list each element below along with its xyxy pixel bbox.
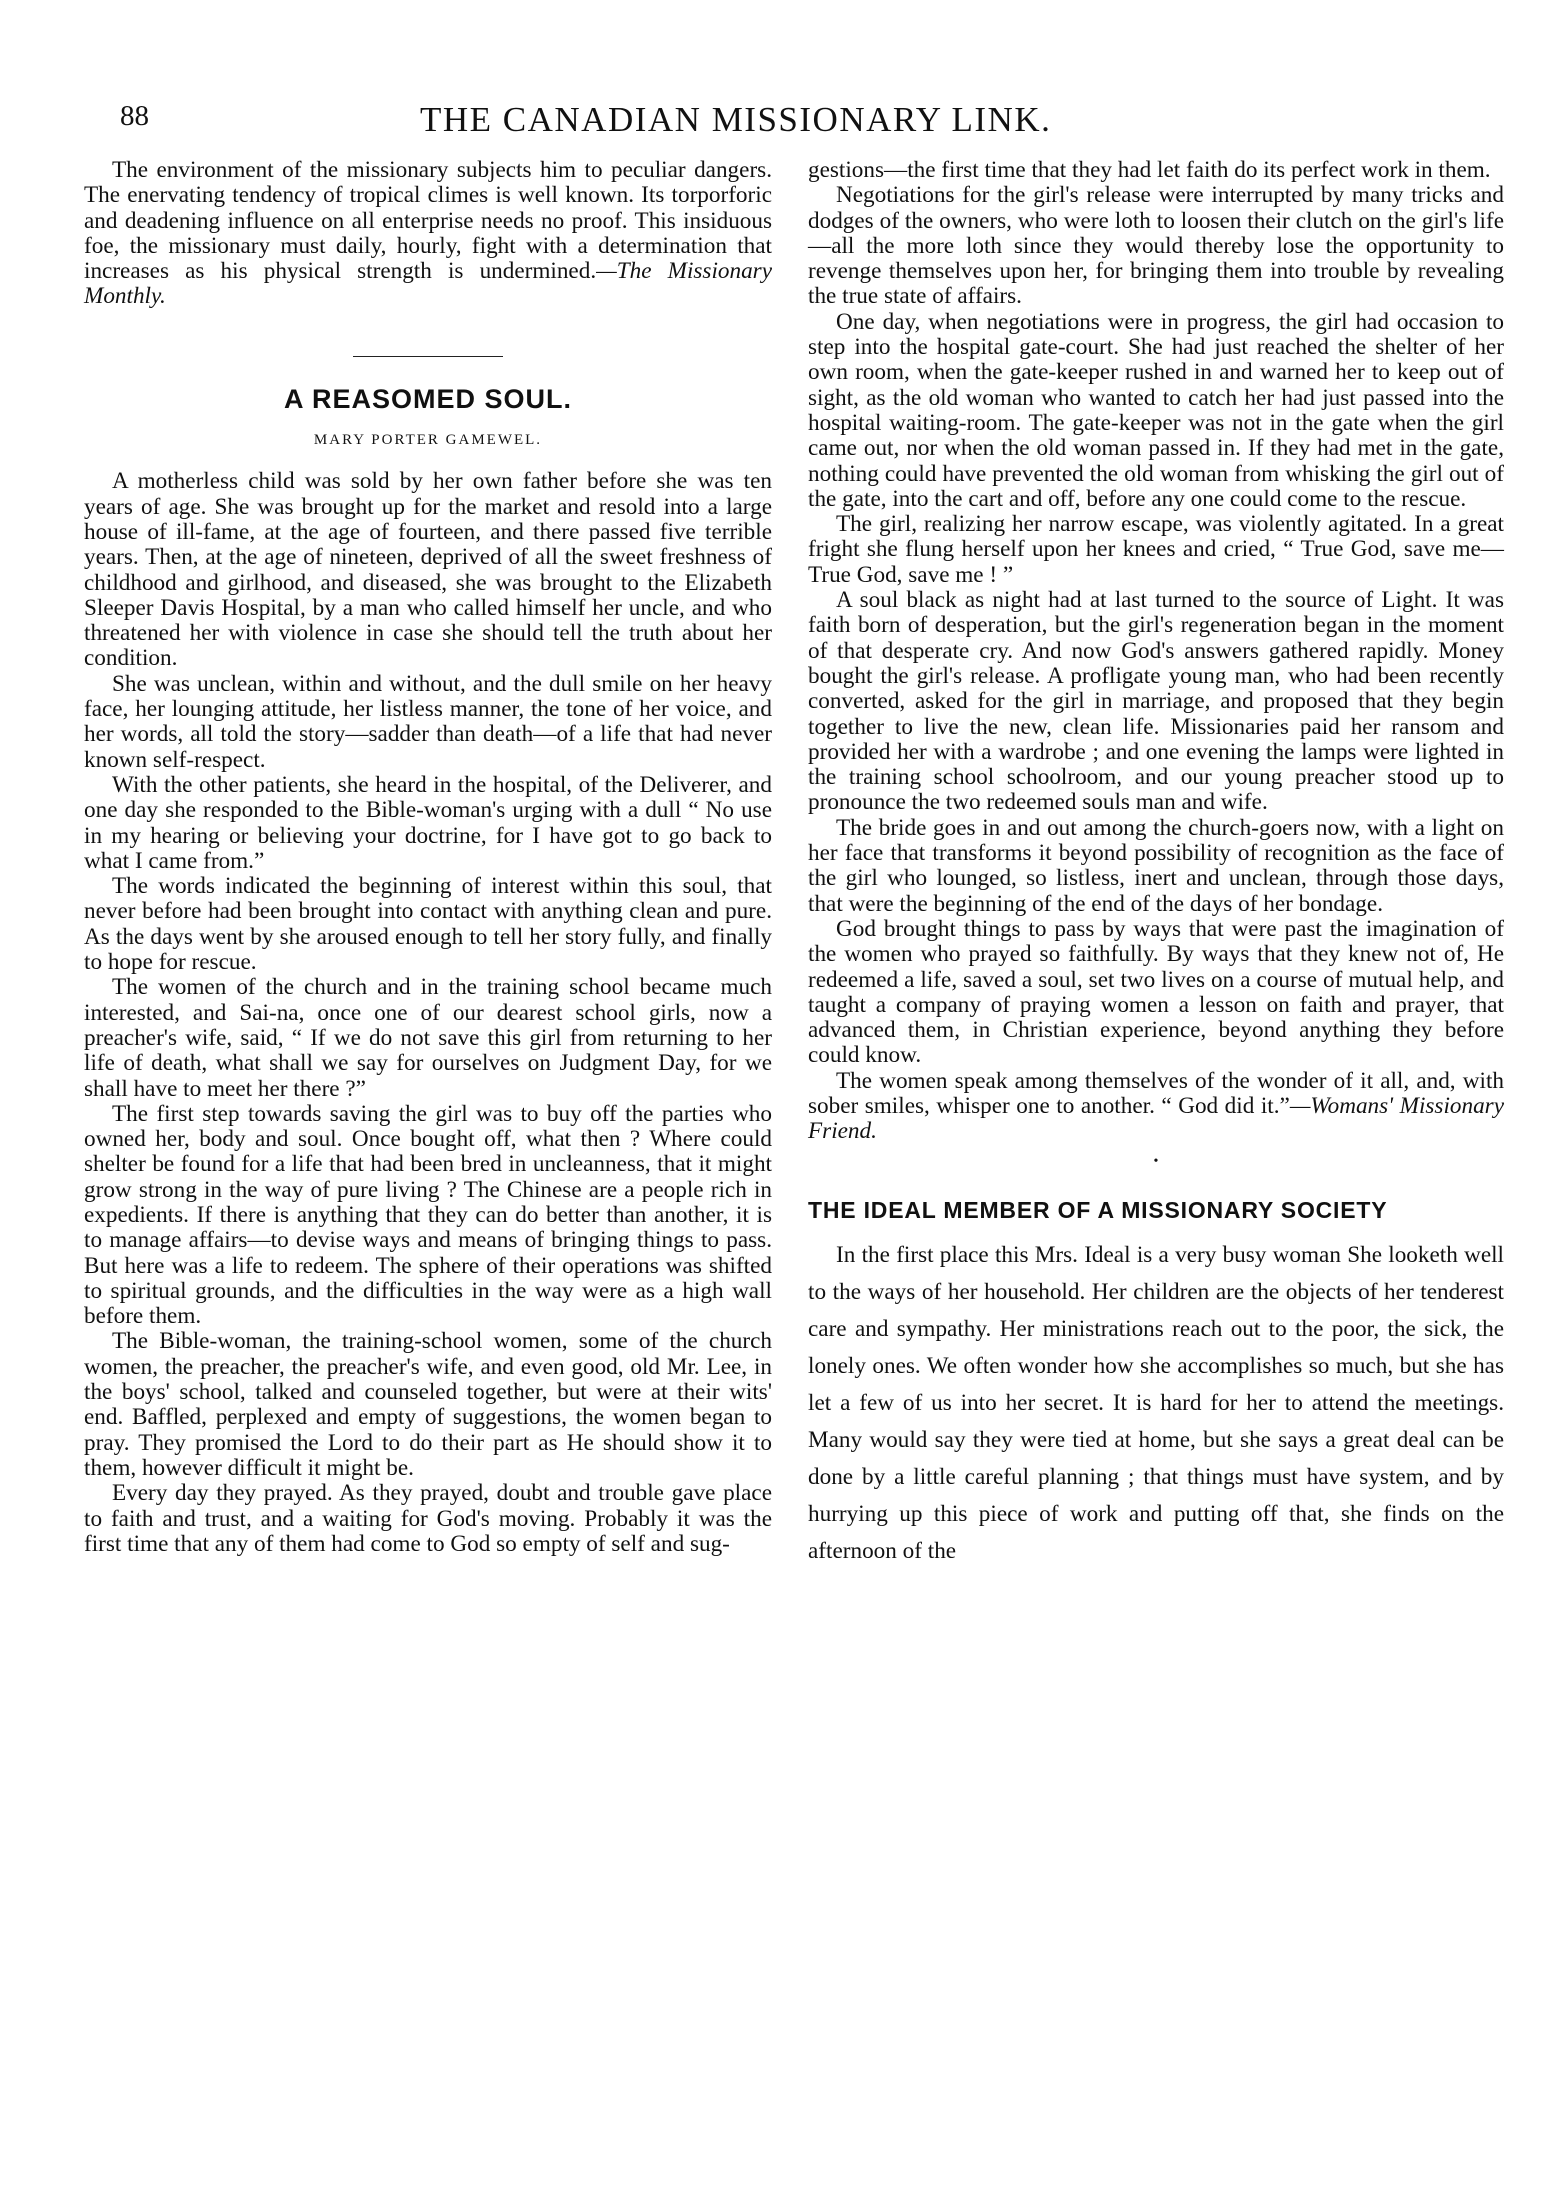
right-column: [808, 158, 1504, 1570]
article-paragraph: A motherless child was sold by her own father before she was ten years of age. She was brought up for the market and resold into a large house of ill-fame, at the age of fourteen, and there passed five terrible years. Then, at the age of nineteen, deprived of all the sweet freshness of childhood and girlhood, and diseased, she was brought to the Elizabeth Sleeper Davis Hospital, by a man who called himself her uncle, and who threatened her with violence in case she should tell the truth about her condition.: [84, 468, 772, 672]
article-paragraph: The first step towards saving the girl was to buy off the parties who owned her, body and soul. Once bought off, what then ? Where could shelter be found for a life that had been bred in uncleanness, that it might grow strong in the way of pure living ? The Chinese are a people rich in expedients. If there is anything that they can do better than another, it is to manage affairs—to devise ways and means of bringing things to pass. But here was a life to redeem. The sphere of their operations was shifted to spiritual grounds, and the difficulties in the way were as a high wall before them.: [84, 1100, 772, 1330]
page-number: 88: [120, 100, 149, 132]
closing-source: —Womans' Missionary Friend.: [808, 1092, 1504, 1145]
article-title: A REASOMED SOUL.: [283, 383, 573, 414]
article-paragraph: The women of the church and in the training school became much interested, and Sai-na, once one of our dearest school girls, now a preacher's wife, said, “ If we do not save this girl from returning to her life of death, what shall we say for ourselves on Judgment Day, for we shall have to meet her there ?”: [84, 974, 772, 1102]
section-divider: [353, 356, 503, 357]
second-article-paragraph: In the first place this Mrs. Ideal is a very busy woman She looketh well to the ways of her household. Her children are the objects of her tenderest care and sympathy. Her ministrations reach out to the poor, the sick, the lonely ones. We often wonder how she accomplishes so much, but she has let a few of us into her secret. It is hard for her to attend the meetings. Many would say they were tied at home, but she says a great deal can be done by a little careful planning ; that things must have system, and by hurrying up this piece of work and putting off that, she finds on the afternoon of the: [808, 1242, 1504, 1565]
closing-text: The women speak among themselves of the wonder of it all, and, with sober smiles, whisper one to another. “ God did it.”: [808, 1067, 1504, 1119]
article-paragraph: Negotiations for the girl's release were interrupted by many tricks and dodges of the owners, who were loth to loosen their clutch on the girl's life—all the more loth since they would thereby lose the opportunity to revenge themselves upon her, for bringing them into trouble by revealing the true state of affairs.: [808, 182, 1504, 310]
article-paragraph: God brought things to pass by ways that were past the imagination of the women who prayed so faithfully. By ways that they knew not of, He redeemed a life, saved a soul, set two lives on a course of mutual help, and taught a company of praying women a lesson on faith and prayer, that advanced them, in Christian experience, beyond anything they before could know.: [808, 915, 1504, 1069]
article-paragraph: She was unclean, within and without, and the dull smile on her heavy face, her lounging attitude, her listless manner, the tone of her voice, and her words, all told the story—sadder than death—of a life that had never known self-respect.: [84, 670, 772, 773]
closing-paragraph: [808, 1069, 1504, 1145]
article-paragraph: With the other patients, she heard in the hospital, of the Deliverer, and one day she responded to the Bible-woman's urging with a dull “ No use in my hearing or believing your doctrine, for I have got to go back to what I came from.”: [84, 771, 772, 874]
article-paragraph: A soul black as night had at last turned to the source of Light. It was faith born of desperation, but the girl's regeneration began in the moment of that desperate cry. And now God's answers gathered rapidly. Money bought the girl's release. A profligate young man, who had been recently converted, asked for the girl in marriage, and proposed that they begin together to live the new, clean life. Missionaries paid her ransom and provided her with a wardrobe ; and one evening the lamps were lighted in the training school schoolroom, and our young preacher stood up to pronounce the two redeemed souls man and wife.: [808, 587, 1504, 816]
separator-bullet: •: [1153, 1153, 1159, 1169]
running-title: THE CANADIAN MISSIONARY LINK.: [420, 100, 1052, 139]
article-paragraph: One day, when negotiations were in progress, the girl had occasion to step into the hospital gate-court. She had just reached the shelter of her own room, when the gate-keeper rushed in and warned her to keep out of sight, as the old woman who wanted to catch her had just passed into the hospital waiting-room. The gate-keeper was not in the gate when the girl came out, nor when the old woman passed in. If they had met in the gate, nothing could have prevented the old woman from whisking the girl out of the gate, into the cart and off, before any one could come to the rescue.: [808, 308, 1504, 512]
article-byline: MARY PORTER GAMEWEL.: [313, 432, 543, 449]
intro-paragraph: [84, 158, 772, 310]
intro-source: —The Missionary Monthly.: [84, 258, 772, 310]
article-paragraph: Every day they prayed. As they prayed, doubt and trouble gave place to faith and trust, and a waiting for God's moving. Probably it was the first time that any of them had come to God so empty of self and sug-: [84, 1480, 772, 1557]
second-article-title: THE IDEAL MEMBER OF A MISSIONARY SOCIETY: [808, 1196, 1388, 1223]
intro-text: The environment of the missionary subjects him to peculiar dangers. The enervating tendency of tropical climes is well known. Its torporforic and deadening influence on all enterprise needs no proof. This insiduous foe, the missionary must daily, hourly, fight with a determination that increases as his physical strength is undermined.: [84, 157, 772, 285]
article-paragraph: The girl, realizing her narrow escape, was violently agitated. In a great fright she flung herself upon her knees and cried, “ True God, save me—True God, save me ! ”: [808, 511, 1504, 588]
article-paragraph: The bride goes in and out among the church-goers now, with a light on her face that transforms it beyond possibility of recognition as the face of the girl who lounged, so listless, inert and unclean, through those days, that were the beginning of the end of the days of her bondage.: [808, 814, 1504, 917]
article-paragraph: The words indicated the beginning of interest within this soul, that never before had been brought into contact with anything clean and pure. As the days went by she aroused enough to tell her story fully, and finally to hope for rescue.: [84, 873, 772, 976]
page-header: [120, 100, 1500, 150]
article-paragraph: The Bible-woman, the training-school women, some of the church women, the preacher, the preacher's wife, and even good, old Mr. Lee, in the boys' school, talked and counseled together, but were at their wits' end. Baffled, perplexed and empty of suggestions, the women began to pray. They promised the Lord to do their part as He should show it to them, however difficult it might be.: [84, 1328, 772, 1481]
article-paragraph: gestions—the first time that they had let faith do its perfect work in them.: [808, 157, 1491, 183]
left-column: [84, 158, 772, 1557]
